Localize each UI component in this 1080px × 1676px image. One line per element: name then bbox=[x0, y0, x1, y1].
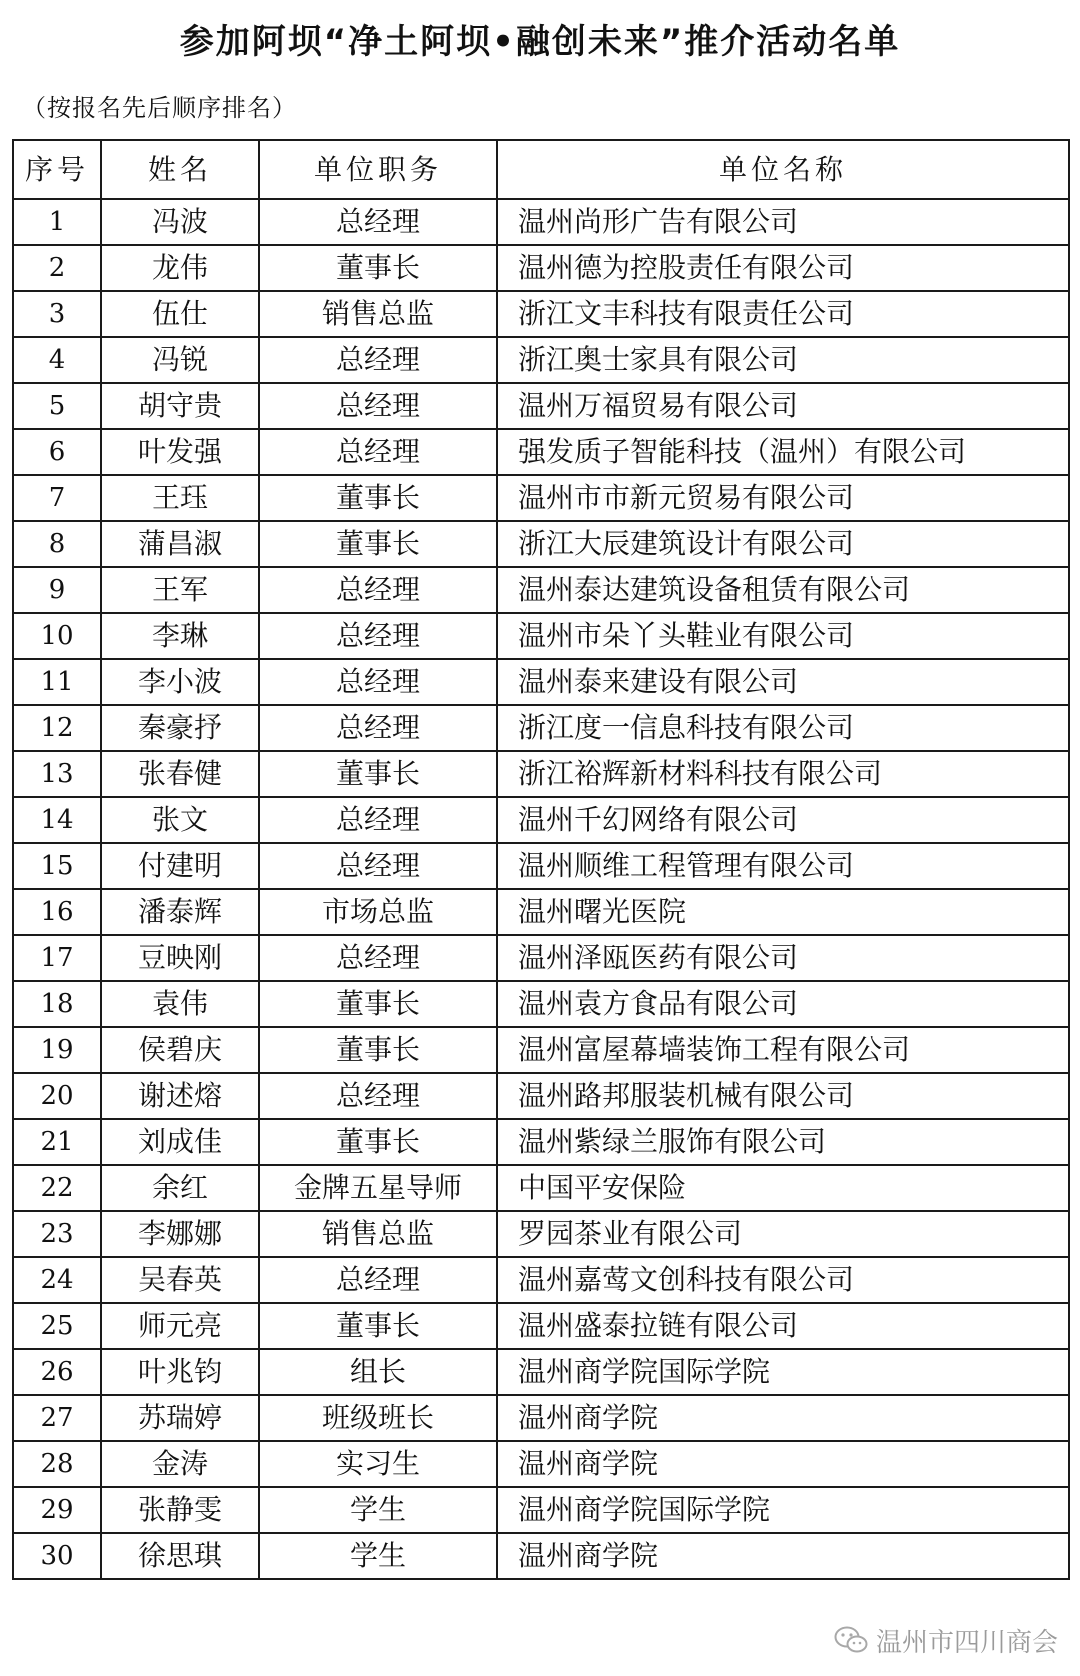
person-name: 龙伟 bbox=[101, 245, 259, 291]
row-number: 12 bbox=[13, 705, 101, 751]
job-title: 销售总监 bbox=[259, 1211, 497, 1257]
header-organization: 单位名称 bbox=[497, 140, 1069, 199]
job-title: 总经理 bbox=[259, 613, 497, 659]
row-number: 26 bbox=[13, 1349, 101, 1395]
person-name: 李琳 bbox=[101, 613, 259, 659]
person-name: 潘泰辉 bbox=[101, 889, 259, 935]
table-row bbox=[13, 613, 1069, 659]
row-number: 21 bbox=[13, 1119, 101, 1165]
row-number: 30 bbox=[13, 1533, 101, 1579]
job-title: 董事长 bbox=[259, 751, 497, 797]
job-title: 班级班长 bbox=[259, 1395, 497, 1441]
person-name: 苏瑞婷 bbox=[101, 1395, 259, 1441]
job-title: 董事长 bbox=[259, 1027, 497, 1073]
organization-name: 温州尚形广告有限公司 bbox=[497, 199, 1069, 245]
row-number: 7 bbox=[13, 475, 101, 521]
person-name: 徐思琪 bbox=[101, 1533, 259, 1579]
table-row bbox=[13, 291, 1069, 337]
row-number: 9 bbox=[13, 567, 101, 613]
table-row bbox=[13, 659, 1069, 705]
organization-name: 温州千幻网络有限公司 bbox=[497, 797, 1069, 843]
organization-name: 温州嘉莺文创科技有限公司 bbox=[497, 1257, 1069, 1303]
job-title: 市场总监 bbox=[259, 889, 497, 935]
organization-name: 温州顺维工程管理有限公司 bbox=[497, 843, 1069, 889]
organization-name: 温州泰来建设有限公司 bbox=[497, 659, 1069, 705]
table-row bbox=[13, 981, 1069, 1027]
participant-table bbox=[12, 139, 1070, 1580]
person-name: 叶兆钧 bbox=[101, 1349, 259, 1395]
organization-name: 温州袁方食品有限公司 bbox=[497, 981, 1069, 1027]
person-name: 张春健 bbox=[101, 751, 259, 797]
person-name: 秦豪抒 bbox=[101, 705, 259, 751]
organization-name: 温州商学院国际学院 bbox=[497, 1487, 1069, 1533]
table-row bbox=[13, 1303, 1069, 1349]
table-row bbox=[13, 1119, 1069, 1165]
person-name: 师元亮 bbox=[101, 1303, 259, 1349]
person-name: 伍仕 bbox=[101, 291, 259, 337]
organization-name: 温州泽瓯医药有限公司 bbox=[497, 935, 1069, 981]
row-number: 14 bbox=[13, 797, 101, 843]
person-name: 王珏 bbox=[101, 475, 259, 521]
organization-name: 浙江度一信息科技有限公司 bbox=[497, 705, 1069, 751]
organization-name: 温州紫绿兰服饰有限公司 bbox=[497, 1119, 1069, 1165]
table-row bbox=[13, 1165, 1069, 1211]
job-title: 总经理 bbox=[259, 659, 497, 705]
person-name: 冯波 bbox=[101, 199, 259, 245]
table-header-row bbox=[13, 140, 1069, 199]
row-number: 6 bbox=[13, 429, 101, 475]
row-number: 20 bbox=[13, 1073, 101, 1119]
organization-name: 浙江裕辉新材料科技有限公司 bbox=[497, 751, 1069, 797]
table-row bbox=[13, 521, 1069, 567]
organization-name: 中国平安保险 bbox=[497, 1165, 1069, 1211]
person-name: 张文 bbox=[101, 797, 259, 843]
organization-name: 温州富屋幕墙装饰工程有限公司 bbox=[497, 1027, 1069, 1073]
table-row bbox=[13, 1257, 1069, 1303]
job-title: 总经理 bbox=[259, 797, 497, 843]
job-title: 董事长 bbox=[259, 1119, 497, 1165]
table-row bbox=[13, 1533, 1069, 1579]
job-title: 实习生 bbox=[259, 1441, 497, 1487]
person-name: 谢述熔 bbox=[101, 1073, 259, 1119]
table-row bbox=[13, 843, 1069, 889]
row-number: 29 bbox=[13, 1487, 101, 1533]
table-row bbox=[13, 797, 1069, 843]
document-subtitle: （按报名先后顺序排名） bbox=[22, 94, 297, 122]
organization-name: 温州商学院 bbox=[497, 1395, 1069, 1441]
job-title: 总经理 bbox=[259, 843, 497, 889]
job-title: 董事长 bbox=[259, 981, 497, 1027]
row-number: 3 bbox=[13, 291, 101, 337]
person-name: 刘成佳 bbox=[101, 1119, 259, 1165]
table-row bbox=[13, 1073, 1069, 1119]
row-number: 19 bbox=[13, 1027, 101, 1073]
row-number: 4 bbox=[13, 337, 101, 383]
document-title: 参加阿坝“净土阿坝•融创未来”推介活动名单 bbox=[179, 22, 901, 62]
organization-name: 温州曙光医院 bbox=[497, 889, 1069, 935]
organization-name: 温州盛泰拉链有限公司 bbox=[497, 1303, 1069, 1349]
job-title: 董事长 bbox=[259, 245, 497, 291]
job-title: 董事长 bbox=[259, 521, 497, 567]
organization-name: 温州市朵丫头鞋业有限公司 bbox=[497, 613, 1069, 659]
person-name: 豆映刚 bbox=[101, 935, 259, 981]
job-title: 董事长 bbox=[259, 475, 497, 521]
person-name: 冯锐 bbox=[101, 337, 259, 383]
job-title: 总经理 bbox=[259, 337, 497, 383]
job-title: 总经理 bbox=[259, 705, 497, 751]
person-name: 张静雯 bbox=[101, 1487, 259, 1533]
person-name: 金涛 bbox=[101, 1441, 259, 1487]
organization-name: 温州商学院国际学院 bbox=[497, 1349, 1069, 1395]
job-title: 总经理 bbox=[259, 383, 497, 429]
organization-name: 温州万福贸易有限公司 bbox=[497, 383, 1069, 429]
row-number: 1 bbox=[13, 199, 101, 245]
job-title: 总经理 bbox=[259, 1257, 497, 1303]
row-number: 5 bbox=[13, 383, 101, 429]
person-name: 叶发强 bbox=[101, 429, 259, 475]
organization-name: 浙江文丰科技有限责任公司 bbox=[497, 291, 1069, 337]
job-title: 总经理 bbox=[259, 567, 497, 613]
table-row bbox=[13, 1487, 1069, 1533]
table-row bbox=[13, 199, 1069, 245]
row-number: 8 bbox=[13, 521, 101, 567]
table-row bbox=[13, 245, 1069, 291]
organization-name: 温州路邦服装机械有限公司 bbox=[497, 1073, 1069, 1119]
table-row bbox=[13, 475, 1069, 521]
table-row bbox=[13, 705, 1069, 751]
table-row bbox=[13, 337, 1069, 383]
person-name: 李娜娜 bbox=[101, 1211, 259, 1257]
organization-name: 温州商学院 bbox=[497, 1441, 1069, 1487]
person-name: 蒲昌淑 bbox=[101, 521, 259, 567]
organization-name: 温州市市新元贸易有限公司 bbox=[497, 475, 1069, 521]
organization-name: 浙江奥士家具有限公司 bbox=[497, 337, 1069, 383]
row-number: 2 bbox=[13, 245, 101, 291]
table-row bbox=[13, 567, 1069, 613]
watermark bbox=[834, 1620, 1058, 1660]
row-number: 10 bbox=[13, 613, 101, 659]
row-number: 28 bbox=[13, 1441, 101, 1487]
job-title: 学生 bbox=[259, 1533, 497, 1579]
header-position: 单位职务 bbox=[259, 140, 497, 199]
row-number: 16 bbox=[13, 889, 101, 935]
table-row bbox=[13, 1027, 1069, 1073]
row-number: 25 bbox=[13, 1303, 101, 1349]
row-number: 22 bbox=[13, 1165, 101, 1211]
row-number: 24 bbox=[13, 1257, 101, 1303]
job-title: 董事长 bbox=[259, 1303, 497, 1349]
job-title: 学生 bbox=[259, 1487, 497, 1533]
table-row bbox=[13, 1395, 1069, 1441]
organization-name: 强发质子智能科技（温州）有限公司 bbox=[497, 429, 1069, 475]
row-number: 11 bbox=[13, 659, 101, 705]
row-number: 27 bbox=[13, 1395, 101, 1441]
organization-name: 温州德为控股责任有限公司 bbox=[497, 245, 1069, 291]
wechat-icon bbox=[834, 1625, 868, 1655]
person-name: 王军 bbox=[101, 567, 259, 613]
job-title: 组长 bbox=[259, 1349, 497, 1395]
job-title: 销售总监 bbox=[259, 291, 497, 337]
row-number: 23 bbox=[13, 1211, 101, 1257]
table-row bbox=[13, 383, 1069, 429]
table-row bbox=[13, 935, 1069, 981]
table-row bbox=[13, 1349, 1069, 1395]
person-name: 袁伟 bbox=[101, 981, 259, 1027]
person-name: 李小波 bbox=[101, 659, 259, 705]
table-row bbox=[13, 1211, 1069, 1257]
watermark-text: 温州市四川商会 bbox=[875, 1627, 1058, 1658]
person-name: 侯碧庆 bbox=[101, 1027, 259, 1073]
row-number: 13 bbox=[13, 751, 101, 797]
organization-name: 温州商学院 bbox=[497, 1533, 1069, 1579]
person-name: 付建明 bbox=[101, 843, 259, 889]
organization-name: 浙江大辰建筑设计有限公司 bbox=[497, 521, 1069, 567]
row-number: 15 bbox=[13, 843, 101, 889]
job-title: 总经理 bbox=[259, 429, 497, 475]
row-number: 18 bbox=[13, 981, 101, 1027]
job-title: 总经理 bbox=[259, 199, 497, 245]
person-name: 余红 bbox=[101, 1165, 259, 1211]
header-name: 姓名 bbox=[101, 140, 259, 199]
job-title: 总经理 bbox=[259, 935, 497, 981]
table-row bbox=[13, 889, 1069, 935]
table-body bbox=[13, 199, 1069, 1579]
person-name: 胡守贵 bbox=[101, 383, 259, 429]
table-row bbox=[13, 1441, 1069, 1487]
person-name: 吴春英 bbox=[101, 1257, 259, 1303]
table-row bbox=[13, 751, 1069, 797]
header-number: 序号 bbox=[13, 140, 101, 199]
job-title: 总经理 bbox=[259, 1073, 497, 1119]
table-row bbox=[13, 429, 1069, 475]
organization-name: 罗园茶业有限公司 bbox=[497, 1211, 1069, 1257]
job-title: 金牌五星导师 bbox=[259, 1165, 497, 1211]
organization-name: 温州泰达建筑设备租赁有限公司 bbox=[497, 567, 1069, 613]
row-number: 17 bbox=[13, 935, 101, 981]
